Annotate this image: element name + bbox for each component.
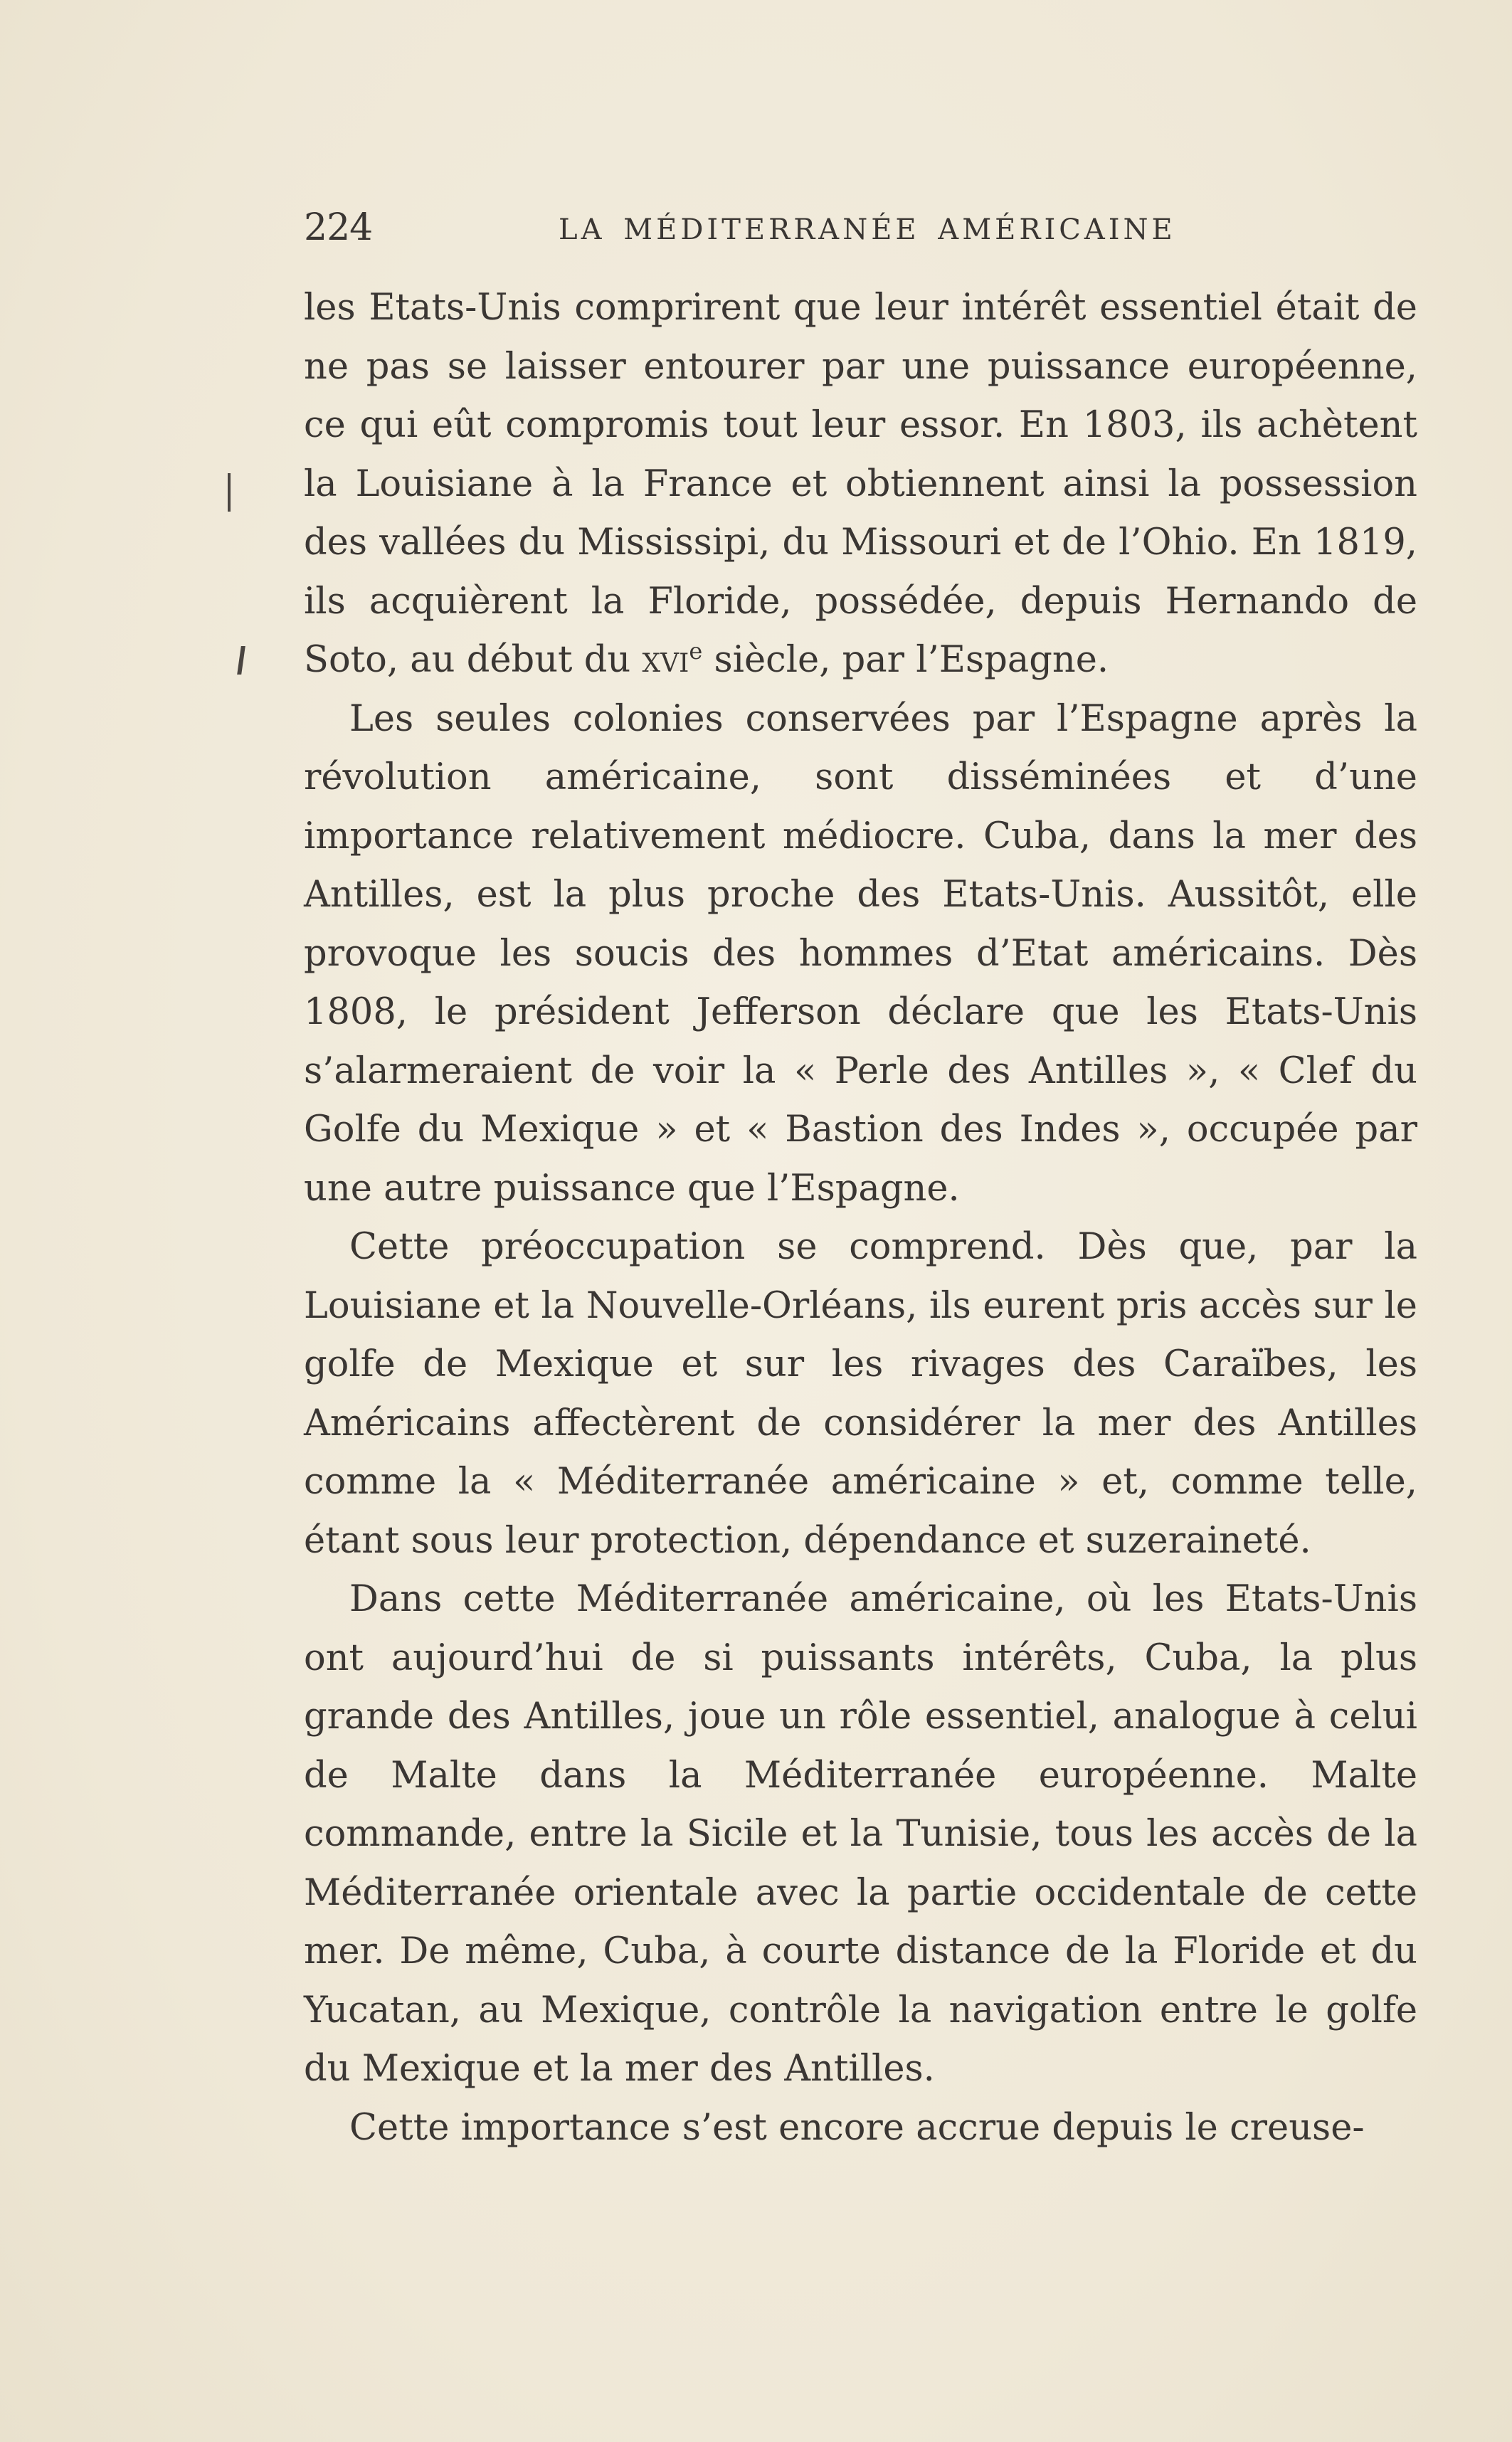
margin-mark (237, 646, 245, 675)
paragraph: Cette importance s’est encore accrue depuis le creuse- (349, 2106, 1365, 2149)
page-number: 224 (304, 206, 373, 249)
running-head (304, 206, 1421, 256)
century-numeral: xvi (642, 639, 689, 681)
paragraph: Les seules colonies conservées par l’Espagne après la révolution américaine, sont disséminées et d’une importance relativement médiocre. Cuba, dans la mer des Antilles, est la plus proche des Etats-Unis. Aussitôt, elle provoque les soucis des hommes d’Etat américains. Dès 1808, le président Jefferson déclare que les Etats-Unis s’alarmeraient de voir la « Perle des Antilles », « Clef du Golfe du Mexique » et « Bastion des Indes », occupée par une autre puissance que l’Espagne. (304, 697, 1417, 1210)
paragraph: les Etats-Unis comprirent que leur intérêt essentiel était de ne pas se laisser entourer par une puissance européenne, ce qui eût compromis tout leur essor. En 1803, ils achètent la Louisiane à la France et obtiennent ainsi la possession des vallées du Mississipi, du Missouri et de l’Ohio. En 1819, ils acquièrent la Floride, possédée, depuis Hernando de Soto, au début du xvi$^e$ siècle, par l’Espagne. (304, 287, 1417, 681)
century-suffix: e (689, 638, 703, 665)
paragraph: Cette préoccupation se comprend. Dès que, par la Louisiane et la Nouvelle-Orléans, ils eurent pris accès sur le golfe de Mexique et sur les rivages des Caraïbes, les Américains affectèrent de considérer la mer des Antilles comme la « Méditerranée américaine » et, comme telle, étant sous leur protection, dépendance et suzeraineté. (304, 1226, 1417, 1562)
running-title: LA MÉDITERRANÉE AMÉRICAINE (559, 213, 1176, 246)
paragraph: Dans cette Méditerranée américaine, où les Etats-Unis ont aujourd’hui de si puissants intérêts, Cuba, la plus grande des Antilles, joue un rôle essentiel, analogue à celui de Malte dans la Méditerranée européenne. Malte commande, entre la Sicile et la Tunisie, tous les accès de la Méditerranée orientale avec la partie occidentale de cette mer. De même, Cuba, à courte distance de la Floride et du Yucatan, au Mexique, contrôle la navigation entre le golfe du Mexique et la mer des Antilles. (304, 1578, 1417, 2090)
margin-mark (228, 473, 231, 512)
body-text (304, 279, 1417, 2157)
